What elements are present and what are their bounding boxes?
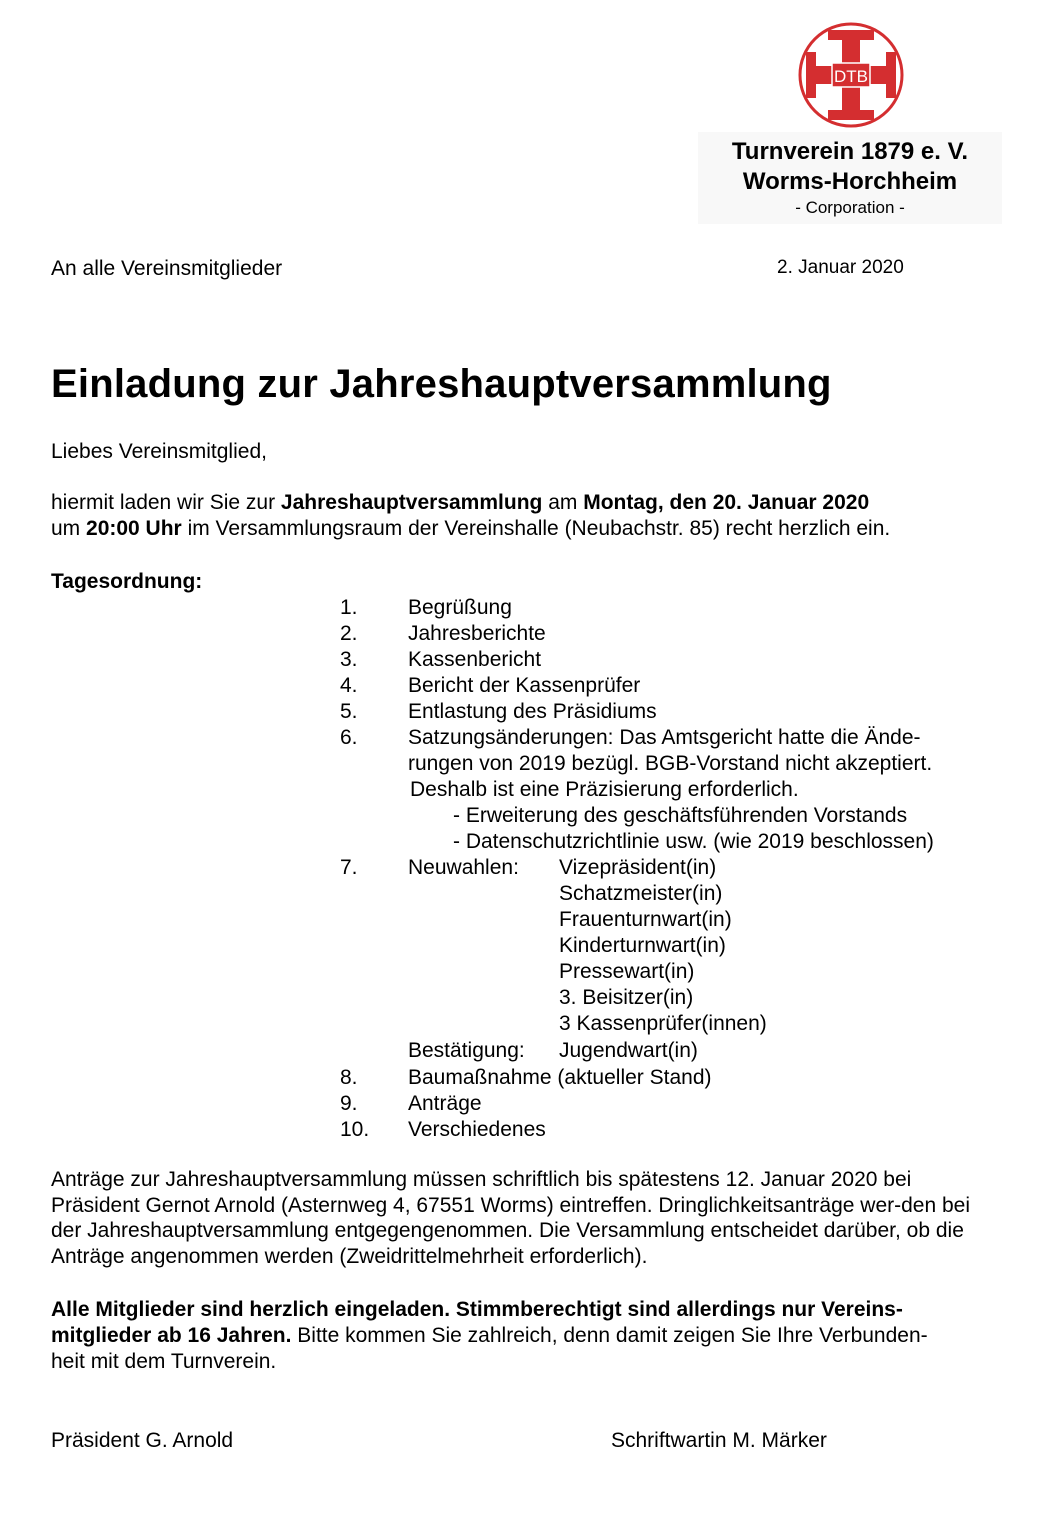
org-name: Turnverein 1879 e. V. (731, 138, 969, 165)
dtb-emblem-icon (798, 22, 904, 128)
org-type: - Corporation - (795, 198, 905, 217)
motions-paragraph: Anträge zur Jahreshauptversammlung müssen schriftlich bis spätestens 12. Januar 2020 bei Präsident Gernot Arnold (Asternweg 4, 67551 Worms) eintreffen. Dringlichkeitsanträge wer-den bei der Jahreshauptversammlung entgegengenommen. Die Versammlung entscheidet darüber, ob die Anträge angenommen werden (Zweidrittelmehrheit erforderlich). (51, 1168, 971, 1268)
closing-line-3: heit mit dem Turnverein. (51, 1350, 277, 1373)
club-logo (798, 22, 904, 128)
org-header (698, 132, 1002, 224)
org-place: Worms-Horchheim (742, 168, 958, 195)
salutation: Liebes Vereinsmitglied, (51, 440, 267, 463)
letter-date: 2. Januar 2020 (777, 257, 904, 278)
signature-president: Präsident G. Arnold (51, 1429, 234, 1452)
intro-line-2: um 20:00 Uhr im Versammlungsraum der Vereinshalle (Neubachstr. 85) recht herzlich ein. (51, 517, 891, 540)
agenda-heading: Tagesordnung: (51, 570, 203, 593)
recipient: An alle Vereinsmitglieder (51, 257, 283, 280)
logo-text: DTB (834, 67, 868, 86)
closing-line-2: mitglieder ab 16 Jahren. Bitte kommen Sie zahlreich, denn damit zeigen Sie Ihre Verbunden- (51, 1324, 928, 1347)
intro-line-1: hiermit laden wir Sie zur Jahreshauptversammlung am Montag, den 20. Januar 2020 (51, 491, 870, 514)
closing-line-1: Alle Mitglieder sind herzlich eingeladen. Stimmberechtigt sind allerdings nur Vereins- (51, 1298, 903, 1321)
signature-secretary: Schriftwartin M. Märker (611, 1429, 827, 1452)
page-title: Einladung zur Jahreshauptversammlung (51, 362, 832, 406)
